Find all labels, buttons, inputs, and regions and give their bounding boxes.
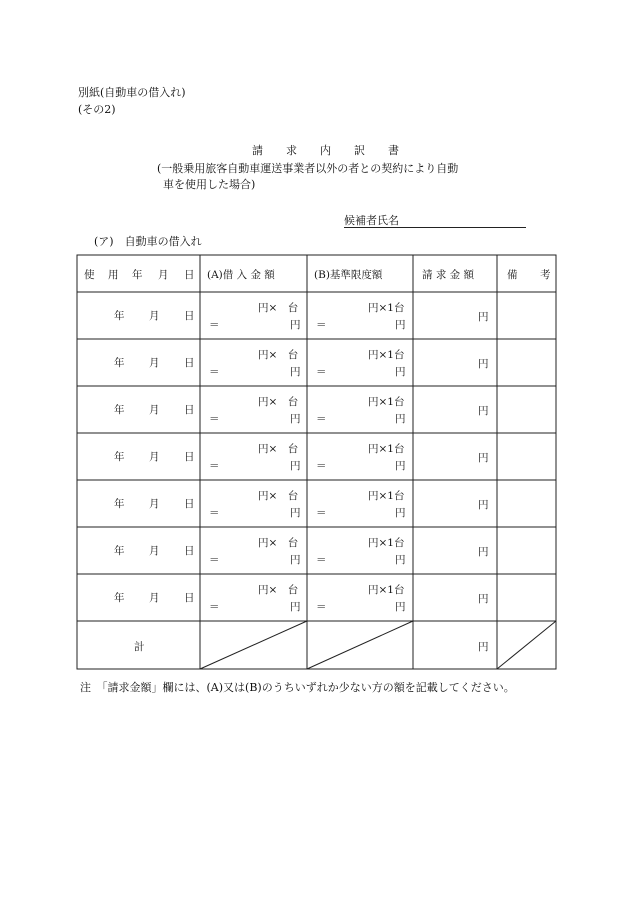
row-month: 月 <box>149 404 160 416</box>
limit-unit: 円 <box>395 319 406 331</box>
header-claim-amount: 請 求 金 額 <box>422 269 475 281</box>
borrow-equals: ＝ <box>209 554 220 566</box>
header-period-char: 年 <box>132 269 143 281</box>
borrow-amount-cell[interactable]: 円× 台 <box>258 349 299 361</box>
row-year: 年 <box>114 357 125 369</box>
limit-unit: 円 <box>395 554 406 566</box>
title-char: 内 <box>320 144 331 157</box>
part-label: (その2) <box>78 103 116 116</box>
total-claim-amount[interactable]: 円 <box>478 641 489 653</box>
row-month: 月 <box>149 451 160 463</box>
subtitle-line-1: (一般乗用旅客自動車運送事業者以外の者との契約により自動 <box>157 162 459 175</box>
borrow-equals: ＝ <box>209 507 220 519</box>
header-remark-char: 備 <box>507 269 518 281</box>
title-char: 求 <box>286 144 297 157</box>
limit-unit: 円 <box>395 507 406 519</box>
borrow-amount-cell[interactable]: 円× 台 <box>258 396 299 408</box>
limit-equals: ＝ <box>316 460 327 472</box>
borrow-unit: 円 <box>290 554 301 566</box>
attachment-label: 別紙(自動車の借入れ) <box>78 86 186 99</box>
limit-unit: 円 <box>395 601 406 613</box>
borrow-unit: 円 <box>290 507 301 519</box>
limit-equals: ＝ <box>316 366 327 378</box>
borrow-amount-cell[interactable]: 円× 台 <box>258 490 299 502</box>
total-limit-slash <box>307 621 413 669</box>
borrow-unit: 円 <box>290 460 301 472</box>
borrow-amount-cell[interactable]: 円× 台 <box>258 584 299 596</box>
claim-amount-cell[interactable]: 円 <box>478 593 489 605</box>
header-period-char: 日 <box>184 269 195 281</box>
borrow-unit: 円 <box>290 601 301 613</box>
limit-amount-cell[interactable]: 円×1台 <box>368 302 405 314</box>
borrow-unit: 円 <box>290 366 301 378</box>
limit-amount-cell[interactable]: 円×1台 <box>368 396 405 408</box>
header-period-char: 使 <box>84 269 95 281</box>
claim-amount-cell[interactable]: 円 <box>478 452 489 464</box>
row-year: 年 <box>114 545 125 557</box>
limit-amount-cell[interactable]: 円×1台 <box>368 443 405 455</box>
borrow-amount-cell[interactable]: 円× 台 <box>258 302 299 314</box>
claim-amount-cell[interactable]: 円 <box>478 358 489 370</box>
title-char: 書 <box>388 144 399 157</box>
row-year: 年 <box>114 404 125 416</box>
row-year: 年 <box>114 451 125 463</box>
row-year: 年 <box>114 310 125 322</box>
limit-amount-cell[interactable]: 円×1台 <box>368 537 405 549</box>
claim-amount-cell[interactable]: 円 <box>478 405 489 417</box>
borrow-equals: ＝ <box>209 460 220 472</box>
limit-equals: ＝ <box>316 554 327 566</box>
borrow-equals: ＝ <box>209 601 220 613</box>
header-period-char: 用 <box>108 269 119 281</box>
row-day: 日 <box>184 310 195 322</box>
title-char: 請 <box>252 144 263 157</box>
row-year: 年 <box>114 498 125 510</box>
claim-amount-cell[interactable]: 円 <box>478 499 489 511</box>
header-remark-char: 考 <box>540 269 551 281</box>
total-label: 計 <box>134 641 145 653</box>
header-period-char: 月 <box>158 269 169 281</box>
row-day: 日 <box>184 404 195 416</box>
borrow-amount-cell[interactable]: 円× 台 <box>258 537 299 549</box>
row-month: 月 <box>149 357 160 369</box>
total-borrow-slash <box>200 621 307 669</box>
header-borrow-amount: (A)借 入 金 額 <box>207 269 275 281</box>
borrow-amount-cell[interactable]: 円× 台 <box>258 443 299 455</box>
candidate-name-label: 候補者氏名 <box>344 214 399 227</box>
limit-unit: 円 <box>395 413 406 425</box>
row-year: 年 <box>114 592 125 604</box>
row-day: 日 <box>184 545 195 557</box>
limit-unit: 円 <box>395 366 406 378</box>
claim-amount-cell[interactable]: 円 <box>478 546 489 558</box>
borrow-equals: ＝ <box>209 413 220 425</box>
row-day: 日 <box>184 498 195 510</box>
total-remark-slash <box>497 621 556 669</box>
borrow-unit: 円 <box>290 413 301 425</box>
row-month: 月 <box>149 310 160 322</box>
footnote: 注 「請求金額」欄には、(A)又は(B)のうちいずれか少ない方の額を記載してください。 <box>80 681 515 694</box>
limit-equals: ＝ <box>316 601 327 613</box>
row-day: 日 <box>184 592 195 604</box>
limit-equals: ＝ <box>316 507 327 519</box>
borrow-equals: ＝ <box>209 319 220 331</box>
row-month: 月 <box>149 498 160 510</box>
limit-amount-cell[interactable]: 円×1台 <box>368 490 405 502</box>
section-label: (ア) 自動車の借入れ <box>94 235 202 248</box>
limit-equals: ＝ <box>316 413 327 425</box>
row-day: 日 <box>184 357 195 369</box>
header-limit-amount: (B)基準限度額 <box>314 269 383 281</box>
borrow-equals: ＝ <box>209 366 220 378</box>
limit-equals: ＝ <box>316 319 327 331</box>
claim-amount-cell[interactable]: 円 <box>478 311 489 323</box>
subtitle-line-2: 車を使用した場合) <box>163 178 256 191</box>
row-day: 日 <box>184 451 195 463</box>
title-char: 訳 <box>354 144 365 157</box>
borrow-unit: 円 <box>290 319 301 331</box>
limit-unit: 円 <box>395 460 406 472</box>
row-month: 月 <box>149 592 160 604</box>
limit-amount-cell[interactable]: 円×1台 <box>368 349 405 361</box>
limit-amount-cell[interactable]: 円×1台 <box>368 584 405 596</box>
row-month: 月 <box>149 545 160 557</box>
